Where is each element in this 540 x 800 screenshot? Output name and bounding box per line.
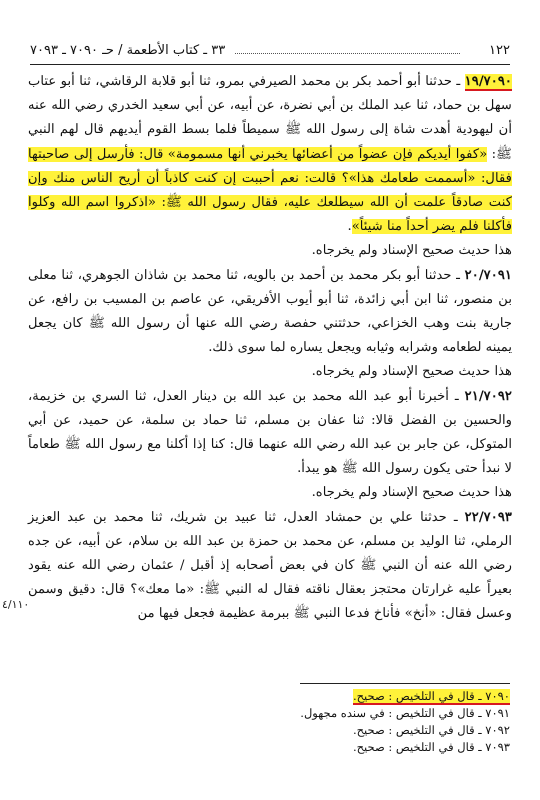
hadith-text: ـ حدثنا علي بن حمشاد العدل، ثنا عبيد بن شريك، ثنا محمد بن عبد العزيز الرملي، ثنا الوليد بن مسلم، عن محمد بن حمزة بن عبد الله بن سلام، عن أبيه، عن جده رضي الله عنه أن النبي ﷺ كان في بعض أصحابه إذ أقبل / عثمان رضي الله عنه يقود بعيراً عليه غرارتان محتجز بعقال ناقته فقال له النبي ﷺ: «ما معك»؟ قال: دقيق وسمن وعسل فقال: «أنخ» فأناخ فدعا النبي ﷺ ببرمة عظيمة فجعل فيها من xyxy=(28,509,512,622)
highlighted-passage: «كفوا أيديكم فإن عضواً من أعضائها يخبرني أنها مسمومة» قال: فأرسل إلى صاحبتها فقال: «أسممت طعامك هذا»؟ قالت: نعم أحببت إن كنت كاذباً أن أريح الناس منك وإن كنت صادقاً علمت أن الله سيطلعك عليه، فقال رسول الله ﷺ: «اذكروا اسم الله وكلوا فأكلنا فلم يضر أحداً منا شيئاً» xyxy=(28,146,512,235)
grading-note: هذا حديث صحيح الإسناد ولم يخرجاه. xyxy=(311,243,512,259)
grading-note: هذا حديث صحيح الإسناد ولم يخرجاه. xyxy=(311,364,512,380)
running-title: ٣٣ ـ كتاب الأطعمة / حـ ٧٠٩٠ ـ ٧٠٩٣ xyxy=(30,43,226,58)
footnotes xyxy=(110,688,510,756)
footnote-rule xyxy=(300,683,510,684)
header-dot-leader xyxy=(235,53,460,54)
hadith-7092 xyxy=(28,385,512,482)
footnote-7093: ٧٠٩٣ ـ قال في التلخيص : صحيح. xyxy=(352,740,510,754)
hadith-number: ٢٢/٧٠٩٣ xyxy=(464,509,512,525)
header-rule xyxy=(30,64,510,65)
footnote-7092: ٧٠٩٢ ـ قال في التلخيص : صحيح. xyxy=(352,723,510,737)
footnote-7090: ٧٠٩٠ ـ قال في التلخيص : صحيح. xyxy=(352,689,510,703)
page-header xyxy=(30,40,510,62)
hadith-text: ـ أخبرنا أبو عبد الله محمد بن عبد الله بن دينار العدل، ثنا السري بن خزيمة، والحسين بن الفضل قالا: ثنا عفان بن مسلم، ثنا حماد بن سلمة، عن حميد، عن أبي المتوكل، عن جابر بن عبد الله رضي الله عنهما قال: كنا إذا أكلنا مع رسول الله ﷺ طعاماً لا نبدأ حتى يكون رسول الله ﷺ هو يبدأ. xyxy=(28,388,512,477)
grading-note: هذا حديث صحيح الإسناد ولم يخرجاه. xyxy=(311,485,512,501)
page-number: ١٢٢ xyxy=(489,43,510,58)
hadith-7093 xyxy=(28,506,512,627)
hadith-number: ٢١/٧٠٩٢ xyxy=(464,388,512,404)
hadith-text-end: . xyxy=(347,219,352,235)
hadith-text: ـ حدثنا أبو بكر محمد بن أحمد بن بالويه، ثنا محمد بن شاذان الجوهري، ثنا معلى بن منصور، ثنا ابن أبي زائدة، ثنا أبو أيوب الأفريقي، عن عاصم بن المسيب بن رافع، عن جارية بنت وهب الخزاعي، حدثتني حفصة رضي الله عنها أن رسول الله ﷺ كان يجعل يمينه لطعامه وشرابه وثيابه ويجعل يساره لما سوى ذلك. xyxy=(28,267,512,356)
hadith-text: ـ حدثنا أبو أحمد بكر بن محمد الصيرفي بمرو، ثنا أبو قلابة الرقاشي، ثنا أبو عتاب سهل بن حماد، ثنا عبد الملك بن أبي نضرة، عن أبيه، عن أبي سعيد الخدري رضي الله عنه أن ليهودية أهدت شاة إلى رسول الله ﷺ سميطاً فلما بسط القوم أيديهم قال لهم النبي ﷺ: xyxy=(28,74,512,162)
footnote-7091: ٧٠٩١ ـ قال في التلخيص : في سنده مجهول. xyxy=(300,706,510,720)
hadith-number: ٢٠/٧٠٩١ xyxy=(464,267,512,283)
hadith-7090 xyxy=(28,70,512,239)
hadith-number: ١٩/٧٠٩٠ xyxy=(464,74,512,89)
margin-page-reference: ٤/١١٠ xyxy=(2,598,30,611)
page-body xyxy=(28,70,512,627)
hadith-7091 xyxy=(28,264,512,361)
